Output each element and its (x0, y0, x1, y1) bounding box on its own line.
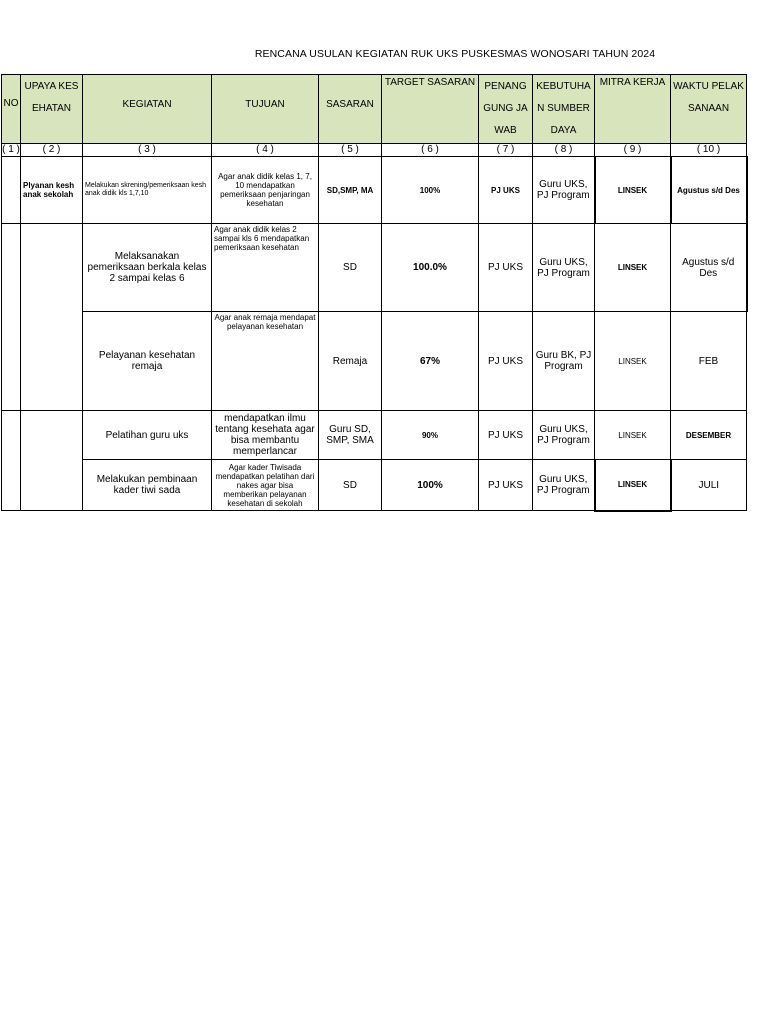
column-number: ( 2 ) (21, 144, 83, 157)
header-mitra: MITRA KERJA (595, 75, 671, 144)
cell-sasaran: Guru SD, SMP, SMA (319, 411, 382, 460)
cell-target: 90% (382, 411, 479, 460)
header-row (2, 75, 747, 144)
cell-pj: PJ UKS (479, 224, 533, 312)
cell-target: 67% (382, 312, 479, 411)
cell-kegiatan: Melakukan pembinaan kader tiwi sada (83, 460, 212, 511)
cell-sumber-daya: Guru UKS, PJ Program (533, 224, 595, 312)
column-number: ( 9 ) (595, 144, 671, 157)
cell-tujuan: Agar kader Tiwisada mendapatkan pelatihan dari nakes agar bisa memberikan pelayanan kesehatan di sekolah (212, 460, 319, 511)
cell-mitra: LINSEK (595, 460, 671, 511)
cell-mitra: LINSEK (595, 312, 671, 411)
header-sasaran: SASARAN (319, 75, 382, 144)
cell-tujuan: Agar anak remaja mendapat pelayanan kesehatan (212, 312, 319, 411)
cell-no (2, 224, 21, 411)
header-sumber-daya: KEBUTUHAN SUMBER DAYA (533, 75, 595, 144)
cell-pj: PJ UKS (479, 411, 533, 460)
column-number: ( 6 ) (382, 144, 479, 157)
header-tujuan: TUJUAN (212, 75, 319, 144)
cell-kegiatan: Melaksanakan pemeriksaan berkala kelas 2 sampai kelas 6 (83, 224, 212, 312)
cell-upaya: Plyanan kesh anak sekolah (21, 157, 83, 224)
column-number: ( 3 ) (83, 144, 212, 157)
cell-sasaran: SD (319, 460, 382, 511)
cell-tujuan: Agar anak didik kelas 2 sampai kls 6 mendapatkan pemeriksaan kesehatan (212, 224, 319, 312)
cell-tujuan: mendapatkan ilmu tentang kesehata agar bisa membantu memperlancar (212, 411, 319, 460)
header-waktu: WAKTU PELAKSANAAN (671, 75, 747, 144)
header-upaya: UPAYA KESEHATAN (21, 75, 83, 144)
cell-no (2, 411, 21, 511)
cell-sasaran: SD (319, 224, 382, 312)
cell-tujuan: Agar anak didik kelas 1, 7, 10 mendapatkan pemeriksaan penjaringan kesehatan (212, 157, 319, 224)
cell-pj: PJ UKS (479, 312, 533, 411)
header-kegiatan: KEGIATAN (83, 75, 212, 144)
table-row (2, 157, 747, 224)
column-number: ( 7 ) (479, 144, 533, 157)
header-pj: PENANGGUNG JAWAB (479, 75, 533, 144)
cell-waktu: FEB (671, 312, 747, 411)
cell-sumber-daya: Guru UKS, PJ Program (533, 460, 595, 511)
cell-pj: PJ UKS (479, 157, 533, 224)
cell-sasaran: Remaja (319, 312, 382, 411)
cell-waktu: DESEMBER (671, 411, 747, 460)
cell-sasaran: SD,SMP, MA (319, 157, 382, 224)
cell-target: 100.0% (382, 224, 479, 312)
header-target: TARGET SASARAN (382, 75, 479, 144)
cell-sumber-daya: Guru BK, PJ Program (533, 312, 595, 411)
cell-target: 100% (382, 157, 479, 224)
cell-no (2, 157, 21, 224)
cell-kegiatan: Melakukan skrening/pemeriksaan kesh anak didik kls 1,7,10 (83, 157, 212, 224)
column-number-row (2, 144, 747, 157)
column-number: ( 4 ) (212, 144, 319, 157)
ruk-table (1, 74, 748, 512)
column-number: ( 1 ) (2, 144, 20, 155)
header-no: NO (2, 75, 21, 144)
column-number: ( 8 ) (533, 144, 595, 157)
cell-target: 100% (382, 460, 479, 511)
cell-kegiatan: Pelatihan guru uks (83, 411, 212, 460)
table-row (2, 411, 747, 460)
cell-mitra: LINSEK (595, 224, 671, 312)
cell-sumber-daya: Guru UKS, PJ Program (533, 411, 595, 460)
table-row (2, 460, 747, 511)
cell-waktu: Agustus s/d Des (671, 157, 747, 224)
column-number: ( 10 ) (671, 144, 747, 157)
document-title: RENCANA USULAN KEGIATAN RUK UKS PUSKESMAS WONOSARI TAHUN 2024 (254, 48, 656, 60)
cell-waktu: Agustus s/d Des (671, 224, 747, 312)
cell-sumber-daya: Guru UKS, PJ Program (533, 157, 595, 224)
cell-waktu: JULI (671, 460, 747, 511)
cell-upaya (21, 411, 83, 511)
table-row (2, 224, 747, 312)
cell-upaya (21, 224, 83, 411)
cell-mitra: LINSEK (595, 157, 671, 224)
column-number: ( 5 ) (319, 144, 382, 157)
table-row (2, 312, 747, 411)
cell-pj: PJ UKS (479, 460, 533, 511)
cell-mitra: LINSEK (595, 411, 671, 460)
cell-kegiatan: Pelayanan kesehatan remaja (83, 312, 212, 411)
